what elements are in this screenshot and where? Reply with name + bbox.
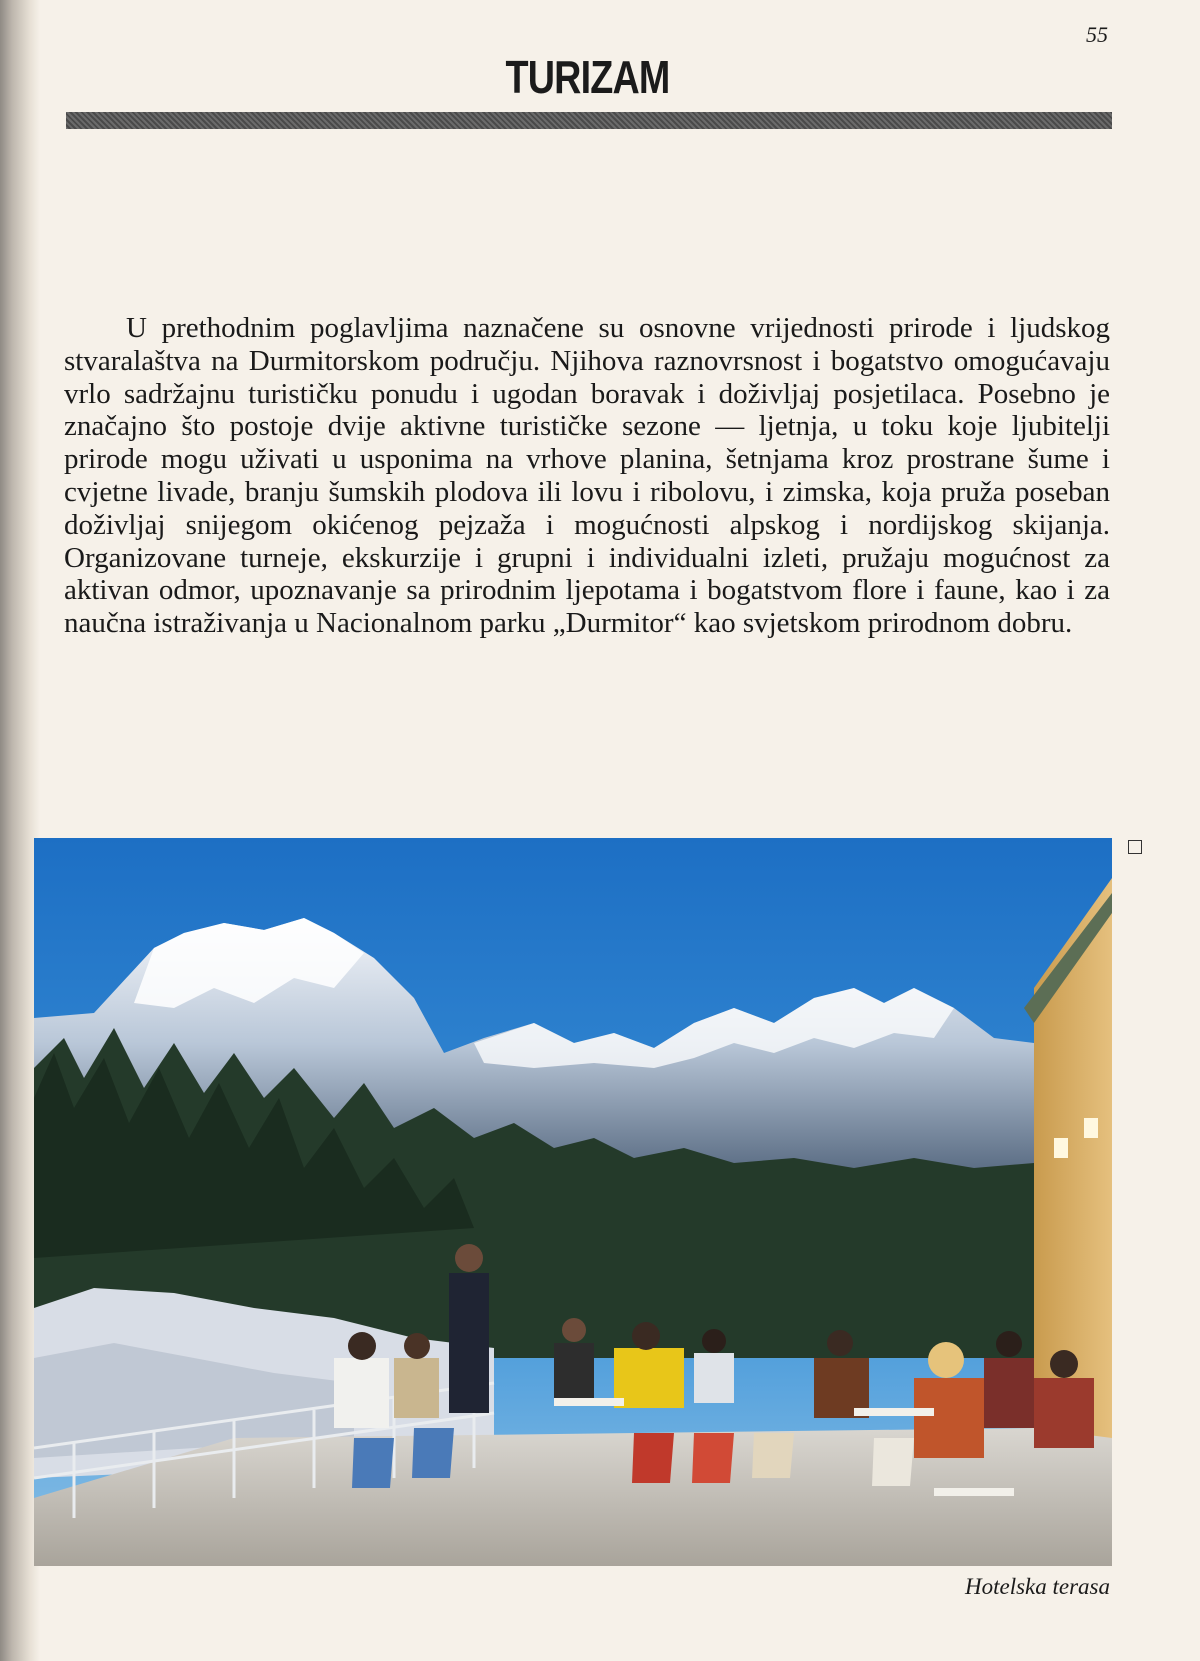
chapter-title: TURIZAM xyxy=(505,51,670,103)
paragraph-text: U prethodnim poglavljima naznačene su osnovne vrijednosti prirode i ljudskog stvaralaštva na Durmitorskom području. Njihova raznovrsnost i bogatstvo omogućavaju vrlo sadržajnu turističku ponudu i ugodan boravak i doživljaj posjetilaca. Posebno je značajno što postoje dvije aktivne turističke sezone — ljetnja, u toku koje ljubitelji prirode mogu uživati u usponima na vrhove planina, šetnjama kroz prostrane šume i cvjetne livade, branju šumskih plodova ili lovu i ribolovu, i zimska, koja pruža poseban doživljaj snijegom okićenog pejzaža i mogućnosti alpskog i nordijskog skijanja. Organizovane turneje, ekskurzije i grupni i individualni izleti, pružaju mogućnost za aktivan odmor, upoznavanje sa prirodnim ljepotama i bogatstvom flore i faune, kao i za naučna istraživanja u Nacionalnom parku „Durmitor“ kao svjetskom prirodnom dobru. xyxy=(64,312,1110,640)
hotel-terrace-photo xyxy=(34,838,1112,1566)
title-rule xyxy=(66,112,1112,129)
photo-caption: Hotelska terasa xyxy=(964,1574,1110,1599)
figure-marker-box xyxy=(1128,840,1142,854)
page-number: 55 xyxy=(1086,22,1108,47)
body-paragraph xyxy=(64,312,1110,640)
